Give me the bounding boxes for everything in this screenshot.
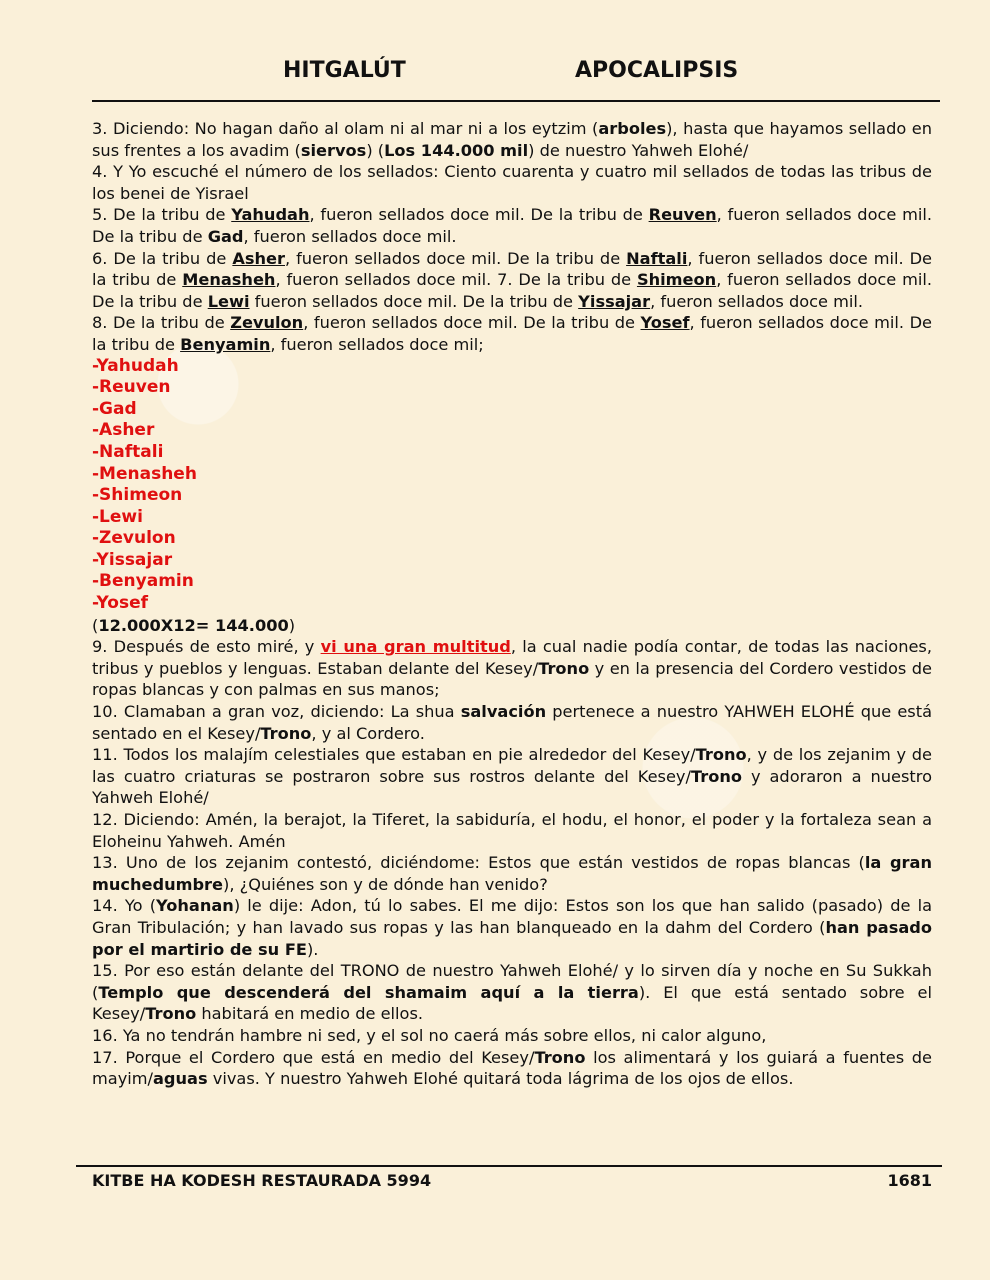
- chapter-title: APOCALIPSIS: [575, 58, 739, 83]
- tribe-item: -Asher: [92, 420, 155, 441]
- verse-8: 8. De la tribu de Zevulon, fueron sellados doce mil. De la tribu de Yosef, fueron sellados doce mil. De la tribu de Benyamin, fueron sellados doce mil;: [92, 313, 933, 354]
- tribe-item: -Yahudah: [92, 355, 179, 376]
- tribe-item: -Menasheh: [92, 463, 197, 484]
- verse-3: 3. Diciendo: No hagan daño al olam ni al mar ni a los eytzim (arboles), hasta que hayamos sellado en sus frentes a los avadim (siervos) (Los 144.000 mil) de nuestro Yahweh Elohé/: [92, 119, 932, 160]
- footer-divider: [76, 1165, 942, 1167]
- verse-10: 10. Clamaban a gran voz, diciendo: La shua salvación pertenece a nuestro YAHWEH ELOHÉ que está sentado en el Kesey/Trono, y al Cordero.: [92, 702, 932, 743]
- tribe-item: -Gad: [92, 398, 137, 419]
- tribe-item: -Yosef: [92, 593, 149, 614]
- tribe-item: -Yissajar: [92, 549, 173, 570]
- verse-4: 4. Y Yo escuché el número de los sellados: Ciento cuarenta y cuatro mil sellados de todas las tribus de los benei de Yisrael: [92, 162, 932, 203]
- verse-5: 5. De la tribu de Yahudah, fueron sellados doce mil. De la tribu de Reuven, fueron sellados doce mil. De la tribu de Gad, fueron sellados doce mil.: [92, 205, 932, 246]
- page-number: 1681: [887, 1171, 932, 1190]
- tribe-total: (12.000X12= 144.000): [92, 615, 296, 635]
- verse-9: 9. Después de esto miré, y vi una gran multitud, la cual nadie podía contar, de todas las naciones, tribus y pueblos y lenguas. Estaban delante del Kesey/Trono y en la presencia del Cordero vestidos de ropas blancas y con palmas en sus manos;: [92, 637, 933, 700]
- verse-16: 16. Ya no tendrán hambre ni sed, y el sol no caerá más sobre ellos, ni calor alguno,: [92, 1025, 767, 1045]
- verse-13: 13. Uno de los zejanim contestó, diciéndome: Estos que están vestidos de ropas blancas (la gran muchedumbre), ¿Quiénes son y de dónde han venido?: [92, 853, 932, 894]
- tribe-item: -Reuven: [92, 377, 171, 398]
- header-divider: [92, 100, 940, 102]
- verse-11: 11. Todos los malajím celestiales que estaban en pie alrededor del Kesey/Trono, y de los zejanim y de las cuatro criaturas se postraron sobre sus rostros delante del Kesey/Trono y adoraron a nuestro Yahweh Elohé/: [92, 745, 932, 808]
- book-title: HITGALÚT: [283, 58, 406, 83]
- tribe-item: -Zevulon: [92, 528, 176, 549]
- verse-15: 15. Por eso están delante del TRONO de nuestro Yahweh Elohé/ y lo sirven día y noche en Su Sukkah (Templo que descenderá del shamaim aquí a la tierra). El que está sentado sobre el Kesey/Trono habitará en medio de ellos.: [92, 961, 933, 1024]
- tribe-item: -Lewi: [92, 506, 143, 527]
- verse-body: [92, 118, 932, 1090]
- verse-14: 14. Yo (Yohanan) le dije: Adon, tú lo sabes. El me dijo: Estos son los que han salido (pasado) de la Gran Tribulación; y han lavado sus ropas y las han blanqueado en la dahm del Cordero (han pasado por el martirio de su FE).: [92, 896, 932, 959]
- tribe-item: -Shimeon: [92, 485, 183, 506]
- page-header: [0, 58, 990, 92]
- verse-6-7: 6. De la tribu de Asher, fueron sellados doce mil. De la tribu de Naftali, fueron sellados doce mil. De la tribu de Menasheh, fueron sellados doce mil. 7. De la tribu de Shimeon, fueron sellados doce mil. De la tribu de Lewi fueron sellados doce mil. De la tribu de Yissajar, fueron sellados doce mil.: [92, 248, 932, 311]
- footer-book-title: KITBE HA KODESH RESTAURADA 5994: [92, 1171, 432, 1190]
- tribe-list: [92, 356, 932, 615]
- tribe-item: -Benyamin: [92, 571, 194, 592]
- verse-17: 17. Porque el Cordero que está en medio del Kesey/Trono los alimentará y los guiará a fuentes de mayim/aguas vivas. Y nuestro Yahweh Elohé quitará toda lágrima de los ojos de ellos.: [92, 1047, 932, 1089]
- tribe-item: -Naftali: [92, 441, 164, 462]
- verse-12: 12. Diciendo: Amén, la berajot, la Tiferet, la sabiduría, el hodu, el honor, el poder y la fortaleza sean a Eloheinu Yahweh. Amén: [92, 810, 932, 851]
